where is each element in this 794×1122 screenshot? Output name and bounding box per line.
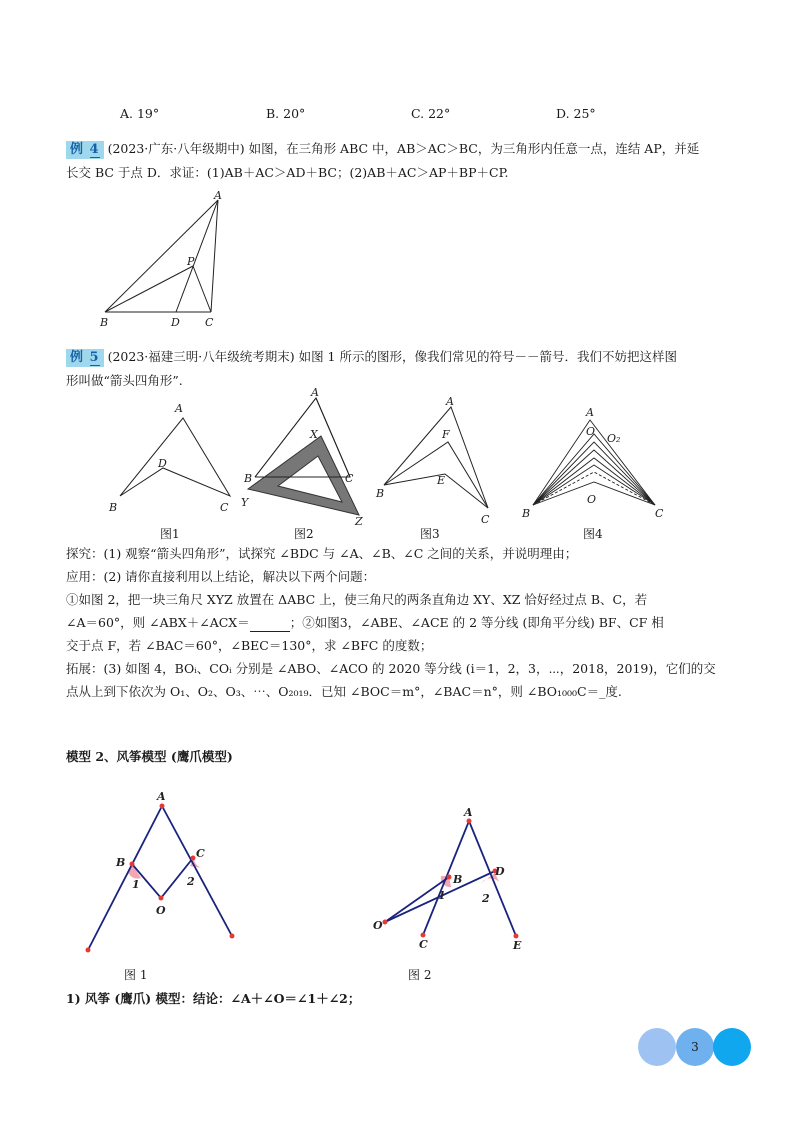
q1-line2: ∠A＝60°，则 ∠ABX＋∠ACX＝ ；②如图3，∠ABE、∠ACE 的 2 等分线 (即角平分线) BF、CF 相 <box>66 615 664 630</box>
ex5-figure4 <box>515 402 675 524</box>
example4-line2: 长交 BC 于点 D．求证：(1)AB＋AC＞AD＋BC；(2)AB＋AC＞AP＋BP＋CP. <box>66 165 509 180</box>
kite2-label-e: E <box>513 939 522 952</box>
ex5-figure3 <box>370 392 505 527</box>
kite1-label-c: C <box>196 847 205 860</box>
model2-conclusion: 1) 风筝 (鹰爪) 模型：结论：∠A＋∠O＝∠1＋∠2； <box>66 991 361 1006</box>
apply-text: 应用：(2) 请你直接利用以上结论，解决以下两个问题： <box>66 569 376 584</box>
model2-heading: 模型 2、风筝模型 (鹰爪模型) <box>66 749 233 764</box>
ext-line2: 点从上到下依次为 O₁、O₂、O₃、⋯、O₂₀₁₉．已知 ∠BOC＝m°，∠BAC＝n°，则 ∠BO₁₀₀₀C＝_度. <box>66 684 622 699</box>
example4-line1: 例 4 (2023·广东·八年级期中) 如图，在三角形 ABC 中，AB＞AC＞BC，为三角形内任意一点，连结 AP，并延 <box>66 140 699 159</box>
ex5-figure2 <box>238 388 378 528</box>
kite2-label-o: O <box>373 919 383 932</box>
choice-d: D. 25° <box>556 106 596 121</box>
ex4-label-d: D <box>171 316 180 329</box>
q1-line1: ①如图 2，把一块三角尺 XYZ 放置在 ΔABC 上，使三角尺的两条直角边 XY、XZ 恰好经过点 B、C，若 <box>66 592 648 607</box>
choice-a: A. 19° <box>120 106 160 121</box>
kite1-label-a: A <box>157 790 166 803</box>
fig4-label-a: A <box>586 406 594 419</box>
kite2-label-c: C <box>419 938 428 951</box>
kite1-label-o: O <box>156 904 166 917</box>
kite1-label-1: 1 <box>132 878 140 891</box>
kite-fig2-caption: 图 2 <box>408 968 432 982</box>
ex5-fig4-caption: 图4 <box>583 527 603 541</box>
example5-line2: 形叫做“箭头四角形”. <box>66 373 183 388</box>
fig2-label-c: C <box>345 472 354 485</box>
fig4-label-o1: O <box>586 425 596 438</box>
fig4-label-o2: O₂ <box>607 432 621 445</box>
fig3-label-f: F <box>442 428 450 441</box>
fig2-label-b: B <box>244 472 253 485</box>
fig1-label-d: D <box>158 457 167 470</box>
ex5-figure1 <box>100 398 240 520</box>
kite-figure2 <box>368 803 538 958</box>
example5-line1: 例 5 (2023·福建三明·八年级统考期末) 如图 1 所示的图形，像我们常见的符号－－箭号．我们不妨把这样图 <box>66 348 677 367</box>
fig2-label-x: X <box>310 428 318 441</box>
example4-figure <box>95 188 235 333</box>
choice-b: B. 20° <box>266 106 306 121</box>
fig3-label-a: A <box>446 395 454 408</box>
kite-fig1-caption: 图 1 <box>124 968 148 982</box>
choice-c: C. 22° <box>411 106 451 121</box>
fig4-label-o: O <box>587 493 597 506</box>
ext-line1: 拓展：(3) 如图 4，BOᵢ、COᵢ 分别是 ∠ABO、∠ACO 的 2020 等分线 (i＝1，2，3，⋯，2018，2019)，它们的交 <box>66 661 716 676</box>
ex5-fig3-caption: 图3 <box>420 527 440 541</box>
kite-figure1 <box>78 788 248 963</box>
fig1-label-a: A <box>175 402 183 415</box>
page-decor-left <box>638 1028 676 1066</box>
example4-badge: 例 4 <box>66 141 104 159</box>
ex4-label-b: B <box>100 316 109 329</box>
page-number: 3 <box>676 1028 714 1066</box>
fig3-label-c: C <box>481 513 490 526</box>
ex5-fig1-caption: 图1 <box>160 527 180 541</box>
kite2-label-a: A <box>464 806 473 819</box>
ex4-label-p: P <box>187 255 195 268</box>
ex5-fig2-caption: 图2 <box>294 527 314 541</box>
kite2-label-d: D <box>495 865 505 878</box>
kite1-label-b: B <box>116 856 126 869</box>
fig4-label-c: C <box>655 507 664 520</box>
page-decor-right <box>713 1028 751 1066</box>
fig2-label-z: Z <box>355 515 363 528</box>
fig1-label-c: C <box>220 501 229 514</box>
answer-blank <box>250 619 290 632</box>
ex4-label-c: C <box>205 316 214 329</box>
q1-line3: 交于点 F，若 ∠BAC＝60°，∠BEC＝130°，求 ∠BFC 的度数； <box>66 638 433 653</box>
kite1-label-2: 2 <box>187 875 195 888</box>
fig2-label-y: Y <box>241 496 249 509</box>
ex4-label-a: A <box>214 189 222 202</box>
fig3-label-e: E <box>437 474 446 487</box>
fig4-label-b: B <box>522 507 531 520</box>
fig1-label-b: B <box>109 501 118 514</box>
fig2-label-a: A <box>311 388 319 399</box>
kite2-label-b: B <box>453 873 463 886</box>
kite2-label-2: 2 <box>482 892 490 905</box>
kite2-label-1: 1 <box>438 889 446 902</box>
fig3-label-b: B <box>376 487 385 500</box>
example5-badge: 例 5 <box>66 349 104 367</box>
explore-text: 探究：(1) 观察“箭头四角形”，试探究 ∠BDC 与 ∠A、∠B、∠C 之间的关系，并说明理由； <box>66 546 578 561</box>
